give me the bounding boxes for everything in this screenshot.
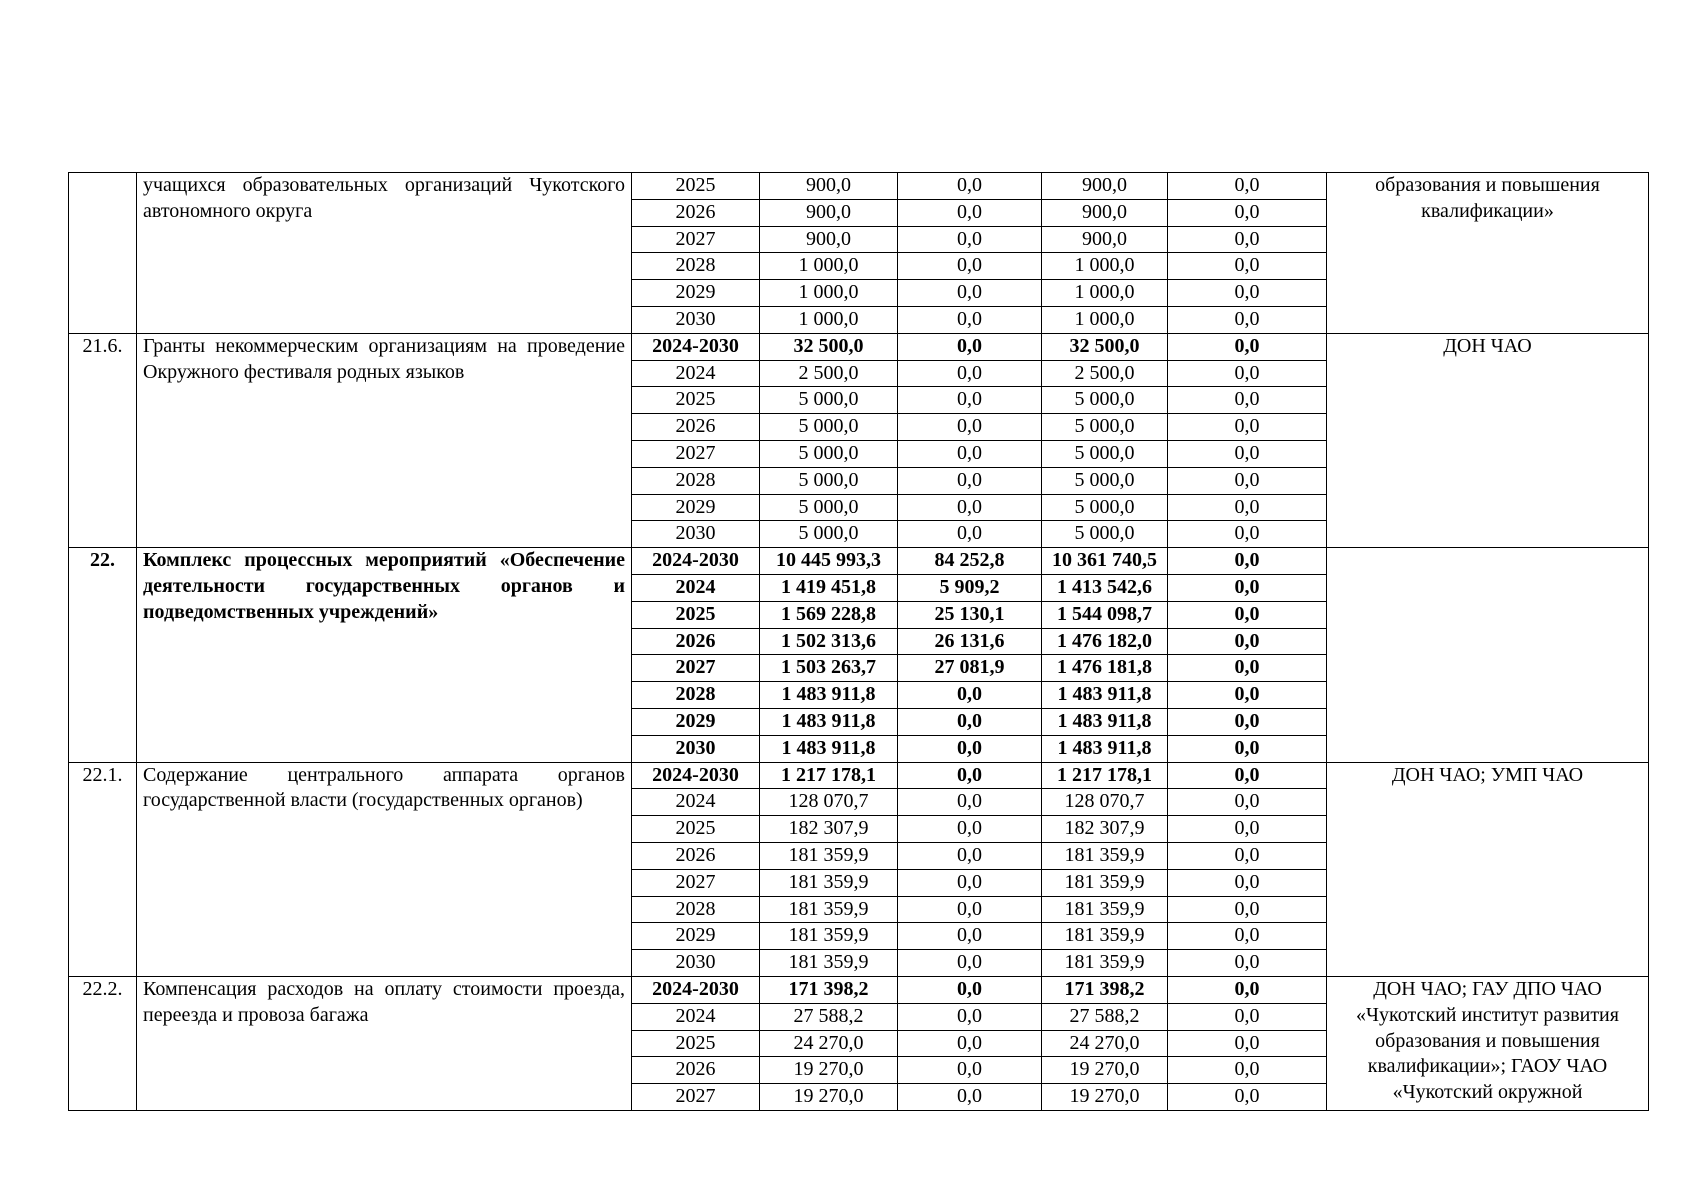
other-cell: 0,0	[1168, 1003, 1327, 1030]
year-cell: 2025	[632, 387, 760, 414]
federal-cell: 0,0	[898, 226, 1042, 253]
regional-cell: 10 361 740,5	[1042, 548, 1168, 575]
regional-cell: 27 588,2	[1042, 1003, 1168, 1030]
year-cell: 2026	[632, 1057, 760, 1084]
table-row	[69, 548, 1649, 575]
other-cell: 0,0	[1168, 253, 1327, 280]
total-cell: 1 483 911,8	[760, 682, 898, 709]
federal-cell: 0,0	[898, 896, 1042, 923]
other-cell: 0,0	[1168, 735, 1327, 762]
federal-cell: 5 909,2	[898, 574, 1042, 601]
regional-cell: 900,0	[1042, 173, 1168, 200]
year-cell: 2027	[632, 226, 760, 253]
year-cell: 2024-2030	[632, 548, 760, 575]
other-cell: 0,0	[1168, 306, 1327, 333]
item-number: 22.1.	[69, 762, 137, 976]
year-cell: 2024	[632, 789, 760, 816]
other-cell: 0,0	[1168, 682, 1327, 709]
year-cell: 2024	[632, 1003, 760, 1030]
total-cell: 1 419 451,8	[760, 574, 898, 601]
regional-cell: 181 359,9	[1042, 950, 1168, 977]
other-cell: 0,0	[1168, 440, 1327, 467]
regional-cell: 5 000,0	[1042, 440, 1168, 467]
regional-cell: 19 270,0	[1042, 1084, 1168, 1111]
total-cell: 1 569 228,8	[760, 601, 898, 628]
federal-cell: 0,0	[898, 387, 1042, 414]
regional-cell: 1 476 182,0	[1042, 628, 1168, 655]
table-row	[69, 976, 1649, 1003]
other-cell: 0,0	[1168, 842, 1327, 869]
other-cell: 0,0	[1168, 601, 1327, 628]
federal-cell: 0,0	[898, 950, 1042, 977]
other-cell: 0,0	[1168, 1084, 1327, 1111]
year-cell: 2027	[632, 869, 760, 896]
regional-cell: 1 413 542,6	[1042, 574, 1168, 601]
total-cell: 1 483 911,8	[760, 708, 898, 735]
other-cell: 0,0	[1168, 708, 1327, 735]
regional-cell: 24 270,0	[1042, 1030, 1168, 1057]
budget-table	[68, 172, 1649, 1111]
other-cell: 0,0	[1168, 360, 1327, 387]
total-cell: 2 500,0	[760, 360, 898, 387]
year-cell: 2028	[632, 467, 760, 494]
federal-cell: 0,0	[898, 440, 1042, 467]
other-cell: 0,0	[1168, 869, 1327, 896]
other-cell: 0,0	[1168, 280, 1327, 307]
year-cell: 2024	[632, 360, 760, 387]
regional-cell: 171 398,2	[1042, 976, 1168, 1003]
regional-cell: 181 359,9	[1042, 923, 1168, 950]
other-cell: 0,0	[1168, 333, 1327, 360]
total-cell: 128 070,7	[760, 789, 898, 816]
year-cell: 2029	[632, 280, 760, 307]
item-number: 21.6.	[69, 333, 137, 547]
federal-cell: 0,0	[898, 1057, 1042, 1084]
year-cell: 2029	[632, 494, 760, 521]
year-cell: 2026	[632, 199, 760, 226]
regional-cell: 1 000,0	[1042, 253, 1168, 280]
other-cell: 0,0	[1168, 199, 1327, 226]
other-cell: 0,0	[1168, 1030, 1327, 1057]
regional-cell: 5 000,0	[1042, 494, 1168, 521]
year-cell: 2028	[632, 682, 760, 709]
table-row	[69, 333, 1649, 360]
year-cell: 2026	[632, 628, 760, 655]
regional-cell: 1 544 098,7	[1042, 601, 1168, 628]
total-cell: 19 270,0	[760, 1057, 898, 1084]
other-cell: 0,0	[1168, 976, 1327, 1003]
regional-cell: 1 483 911,8	[1042, 682, 1168, 709]
total-cell: 32 500,0	[760, 333, 898, 360]
executor-cell: ДОН ЧАО; ГАУ ДПО ЧАО «Чукотский институт развития образования и повышения квалификации»; ГАОУ ЧАО «Чукотский окружной	[1327, 976, 1649, 1110]
other-cell: 0,0	[1168, 816, 1327, 843]
total-cell: 5 000,0	[760, 387, 898, 414]
regional-cell: 2 500,0	[1042, 360, 1168, 387]
total-cell: 1 483 911,8	[760, 735, 898, 762]
year-cell: 2029	[632, 708, 760, 735]
other-cell: 0,0	[1168, 494, 1327, 521]
other-cell: 0,0	[1168, 1057, 1327, 1084]
regional-cell: 5 000,0	[1042, 467, 1168, 494]
year-cell: 2025	[632, 601, 760, 628]
regional-cell: 128 070,7	[1042, 789, 1168, 816]
year-cell: 2027	[632, 655, 760, 682]
regional-cell: 32 500,0	[1042, 333, 1168, 360]
total-cell: 19 270,0	[760, 1084, 898, 1111]
federal-cell: 0,0	[898, 333, 1042, 360]
executor-cell: образования и повышения квалификации»	[1327, 173, 1649, 334]
executor-cell	[1327, 548, 1649, 762]
year-cell: 2030	[632, 735, 760, 762]
total-cell: 1 217 178,1	[760, 762, 898, 789]
other-cell: 0,0	[1168, 762, 1327, 789]
other-cell: 0,0	[1168, 548, 1327, 575]
year-cell: 2027	[632, 440, 760, 467]
regional-cell: 1 483 911,8	[1042, 708, 1168, 735]
federal-cell: 26 131,6	[898, 628, 1042, 655]
federal-cell: 0,0	[898, 842, 1042, 869]
total-cell: 181 359,9	[760, 869, 898, 896]
federal-cell: 0,0	[898, 494, 1042, 521]
total-cell: 5 000,0	[760, 414, 898, 441]
other-cell: 0,0	[1168, 789, 1327, 816]
executor-cell: ДОН ЧАО; УМП ЧАО	[1327, 762, 1649, 976]
other-cell: 0,0	[1168, 387, 1327, 414]
table-body	[69, 173, 1649, 1111]
total-cell: 171 398,2	[760, 976, 898, 1003]
year-cell: 2029	[632, 923, 760, 950]
year-cell: 2025	[632, 816, 760, 843]
year-cell: 2024-2030	[632, 333, 760, 360]
federal-cell: 0,0	[898, 789, 1042, 816]
year-cell: 2025	[632, 173, 760, 200]
regional-cell: 5 000,0	[1042, 387, 1168, 414]
federal-cell: 0,0	[898, 414, 1042, 441]
federal-cell: 0,0	[898, 682, 1042, 709]
federal-cell: 0,0	[898, 467, 1042, 494]
other-cell: 0,0	[1168, 923, 1327, 950]
item-title: Гранты некоммерческим организациям на проведение Окружного фестиваля родных языков	[137, 333, 632, 547]
item-number: 22.	[69, 548, 137, 762]
total-cell: 181 359,9	[760, 896, 898, 923]
other-cell: 0,0	[1168, 414, 1327, 441]
total-cell: 10 445 993,3	[760, 548, 898, 575]
total-cell: 1 000,0	[760, 253, 898, 280]
total-cell: 182 307,9	[760, 816, 898, 843]
regional-cell: 5 000,0	[1042, 521, 1168, 548]
table-row	[69, 173, 1649, 200]
item-number: 22.2.	[69, 976, 137, 1110]
regional-cell: 181 359,9	[1042, 896, 1168, 923]
year-cell: 2025	[632, 1030, 760, 1057]
year-cell: 2028	[632, 896, 760, 923]
total-cell: 1 000,0	[760, 306, 898, 333]
federal-cell: 0,0	[898, 923, 1042, 950]
year-cell: 2030	[632, 521, 760, 548]
regional-cell: 1 476 181,8	[1042, 655, 1168, 682]
regional-cell: 900,0	[1042, 199, 1168, 226]
year-cell: 2024-2030	[632, 762, 760, 789]
federal-cell: 27 081,9	[898, 655, 1042, 682]
regional-cell: 181 359,9	[1042, 869, 1168, 896]
federal-cell: 0,0	[898, 199, 1042, 226]
total-cell: 5 000,0	[760, 494, 898, 521]
total-cell: 24 270,0	[760, 1030, 898, 1057]
regional-cell: 1 000,0	[1042, 306, 1168, 333]
regional-cell: 182 307,9	[1042, 816, 1168, 843]
total-cell: 900,0	[760, 199, 898, 226]
federal-cell: 0,0	[898, 762, 1042, 789]
other-cell: 0,0	[1168, 226, 1327, 253]
federal-cell: 0,0	[898, 253, 1042, 280]
total-cell: 27 588,2	[760, 1003, 898, 1030]
item-title: Компенсация расходов на оплату стоимости проезда, переезда и провоза багажа	[137, 976, 632, 1110]
year-cell: 2024-2030	[632, 976, 760, 1003]
total-cell: 181 359,9	[760, 950, 898, 977]
regional-cell: 19 270,0	[1042, 1057, 1168, 1084]
federal-cell: 0,0	[898, 360, 1042, 387]
other-cell: 0,0	[1168, 521, 1327, 548]
year-cell: 2030	[632, 306, 760, 333]
federal-cell: 0,0	[898, 869, 1042, 896]
item-title: учащихся образовательных организаций Чукотского автономного округа	[137, 173, 632, 334]
total-cell: 900,0	[760, 173, 898, 200]
year-cell: 2030	[632, 950, 760, 977]
regional-cell: 181 359,9	[1042, 842, 1168, 869]
other-cell: 0,0	[1168, 467, 1327, 494]
regional-cell: 5 000,0	[1042, 414, 1168, 441]
total-cell: 5 000,0	[760, 521, 898, 548]
other-cell: 0,0	[1168, 950, 1327, 977]
federal-cell: 0,0	[898, 280, 1042, 307]
federal-cell: 0,0	[898, 521, 1042, 548]
total-cell: 1 000,0	[760, 280, 898, 307]
federal-cell: 25 130,1	[898, 601, 1042, 628]
federal-cell: 0,0	[898, 708, 1042, 735]
total-cell: 1 502 313,6	[760, 628, 898, 655]
item-number	[69, 173, 137, 334]
year-cell: 2026	[632, 414, 760, 441]
item-title: Содержание центрального аппарата органов государственной власти (государственных органов)	[137, 762, 632, 976]
federal-cell: 0,0	[898, 1003, 1042, 1030]
federal-cell: 0,0	[898, 816, 1042, 843]
table-row	[69, 762, 1649, 789]
year-cell: 2024	[632, 574, 760, 601]
regional-cell: 1 483 911,8	[1042, 735, 1168, 762]
regional-cell: 1 217 178,1	[1042, 762, 1168, 789]
total-cell: 181 359,9	[760, 842, 898, 869]
total-cell: 900,0	[760, 226, 898, 253]
regional-cell: 1 000,0	[1042, 280, 1168, 307]
item-title: Комплекс процессных мероприятий «Обеспечение деятельности государственных органов и подведомственных учреждений»	[137, 548, 632, 762]
regional-cell: 900,0	[1042, 226, 1168, 253]
other-cell: 0,0	[1168, 628, 1327, 655]
total-cell: 5 000,0	[760, 467, 898, 494]
total-cell: 5 000,0	[760, 440, 898, 467]
federal-cell: 0,0	[898, 1084, 1042, 1111]
total-cell: 1 503 263,7	[760, 655, 898, 682]
federal-cell: 0,0	[898, 173, 1042, 200]
year-cell: 2026	[632, 842, 760, 869]
federal-cell: 0,0	[898, 1030, 1042, 1057]
federal-cell: 0,0	[898, 976, 1042, 1003]
total-cell: 181 359,9	[760, 923, 898, 950]
executor-cell: ДОН ЧАО	[1327, 333, 1649, 547]
other-cell: 0,0	[1168, 655, 1327, 682]
federal-cell: 0,0	[898, 735, 1042, 762]
year-cell: 2027	[632, 1084, 760, 1111]
other-cell: 0,0	[1168, 574, 1327, 601]
federal-cell: 0,0	[898, 306, 1042, 333]
federal-cell: 84 252,8	[898, 548, 1042, 575]
year-cell: 2028	[632, 253, 760, 280]
other-cell: 0,0	[1168, 896, 1327, 923]
other-cell: 0,0	[1168, 173, 1327, 200]
